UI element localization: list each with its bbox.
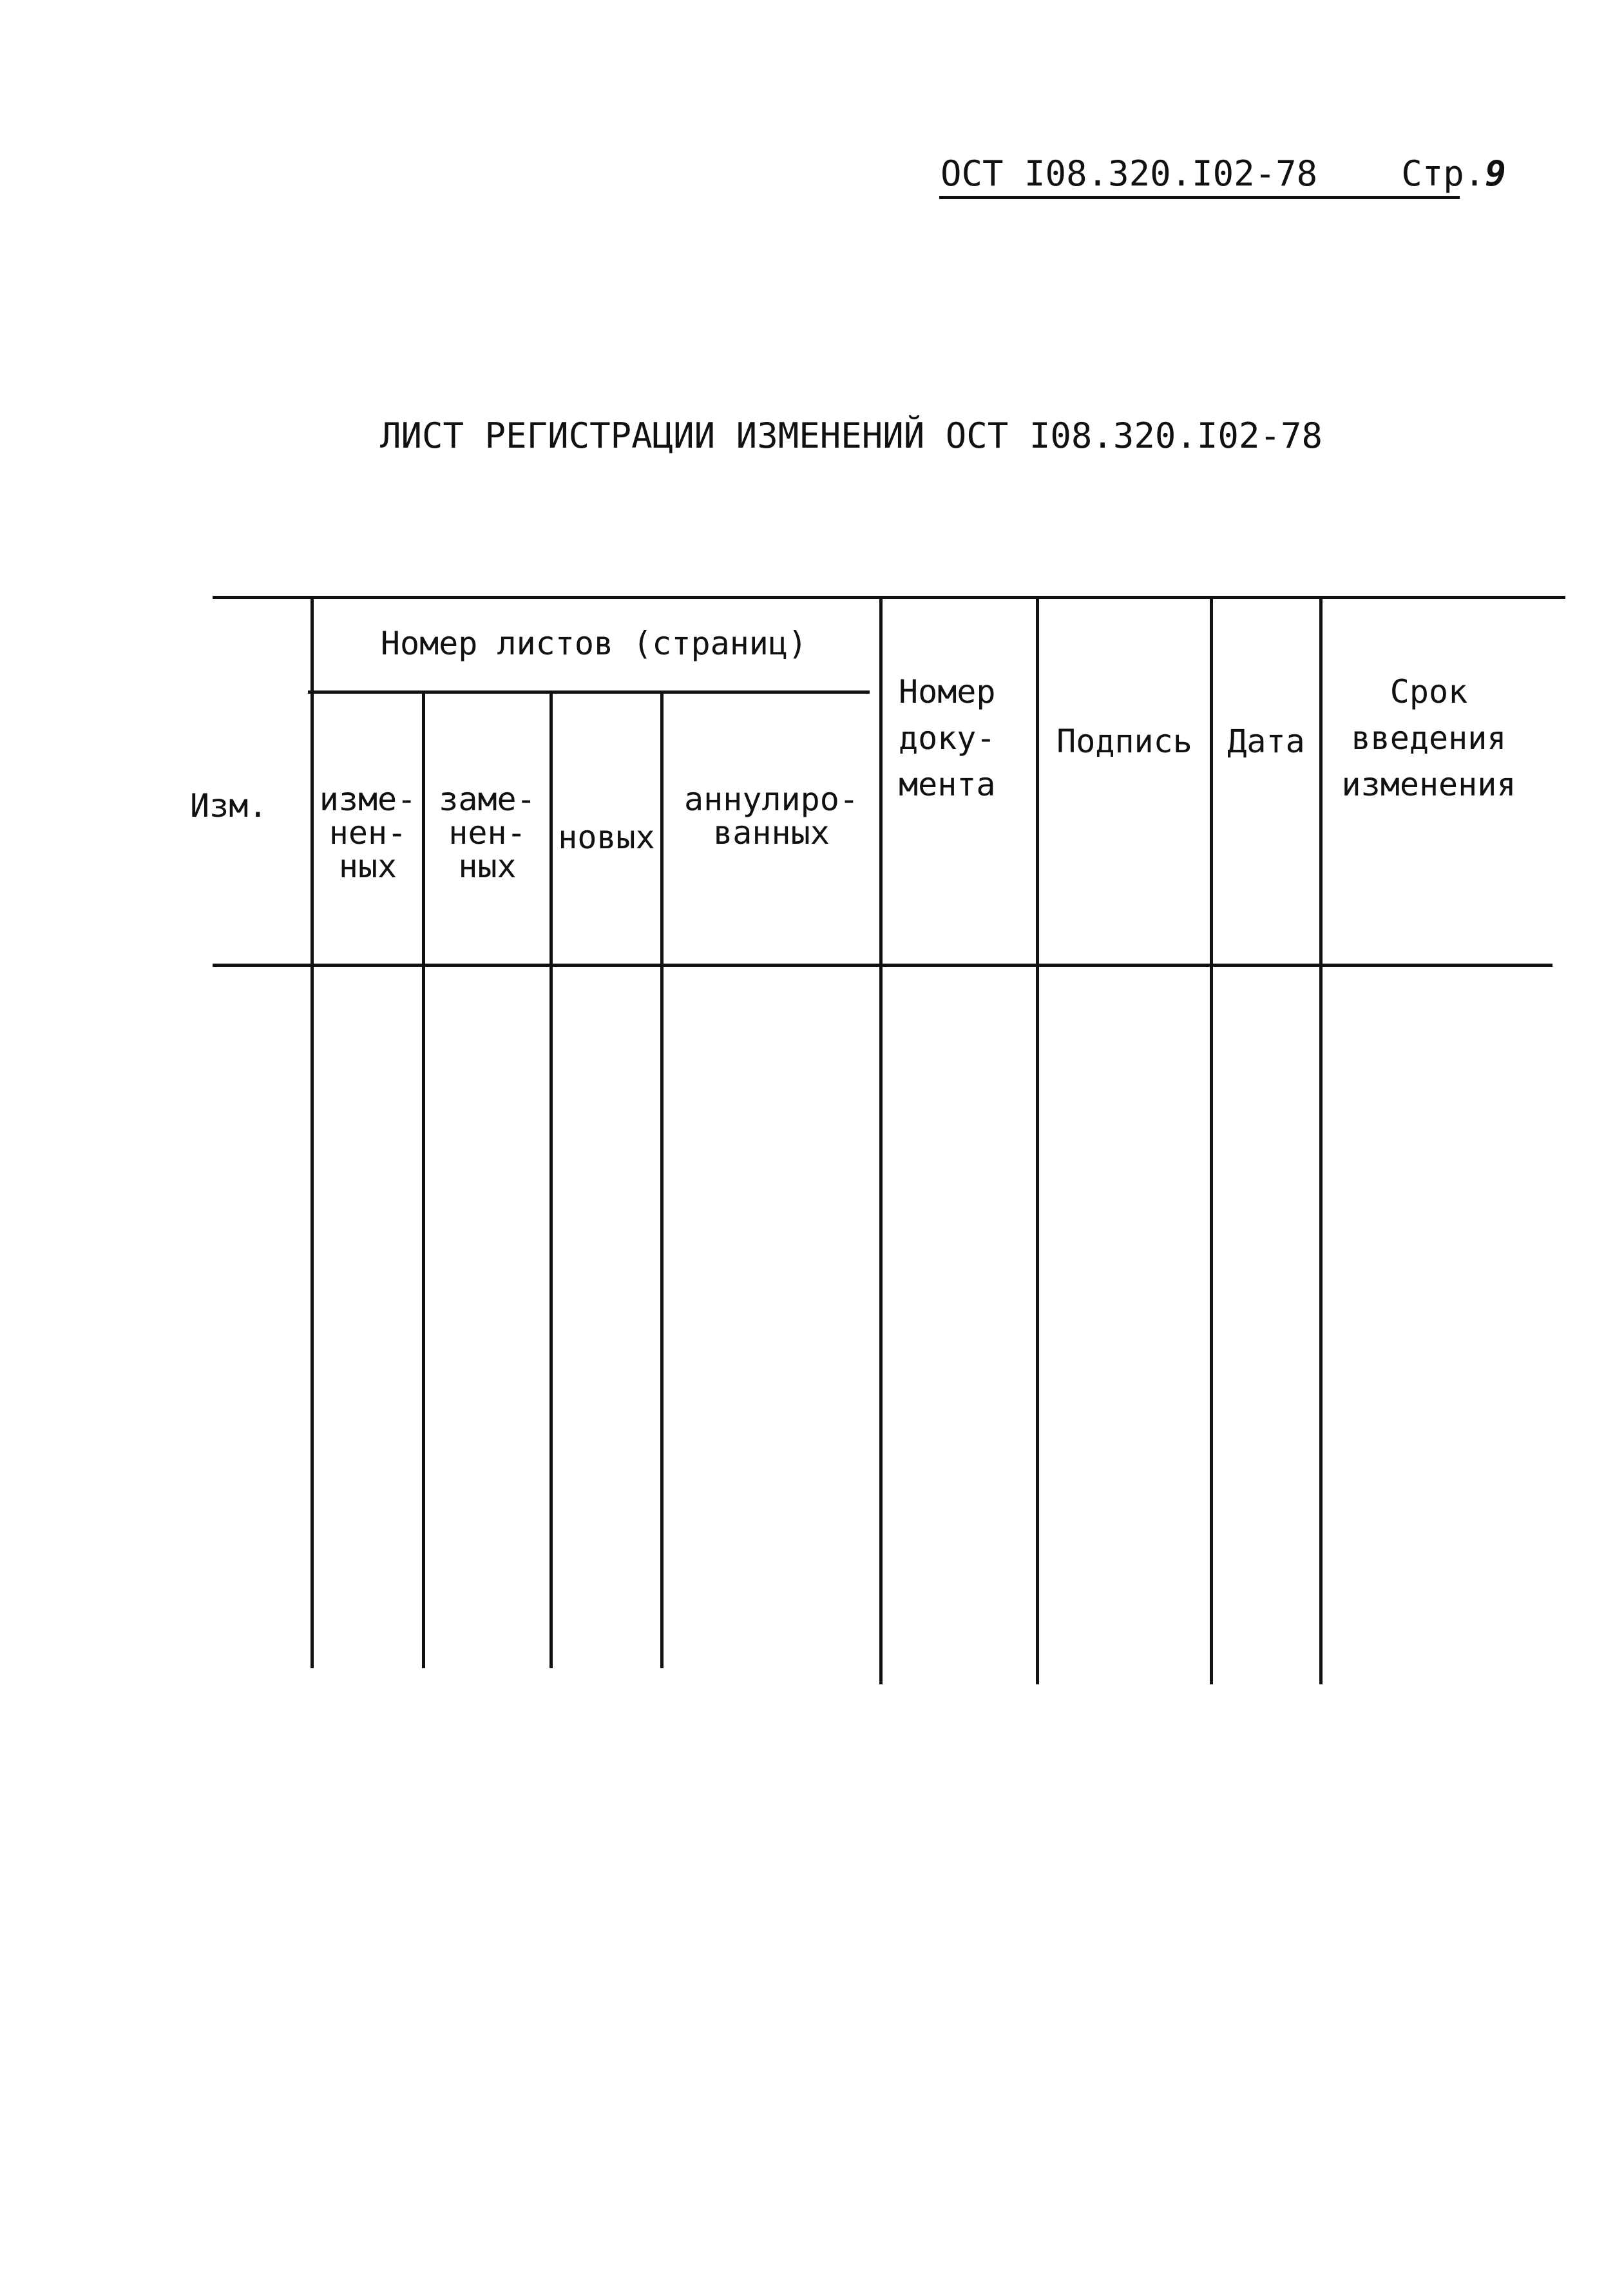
header-date: Дата xyxy=(1227,723,1305,760)
table-top-border xyxy=(213,596,1565,599)
page-title: ЛИСТ РЕГИСТРАЦИИ ИЗМЕНЕНИЙ ОСТ I08.320.I02-78 xyxy=(380,415,1323,456)
header-replaced: заме- нен- ных xyxy=(439,781,536,885)
header-underline xyxy=(939,196,1460,199)
header-new: новых xyxy=(558,819,655,856)
table-header-bottom-border xyxy=(213,964,1552,967)
page-label: Стр. xyxy=(1401,153,1485,194)
header-changed: изме- нен- ных xyxy=(319,781,417,885)
header-document-number: Номер доку- мента xyxy=(899,673,996,803)
header-change: Изм. xyxy=(190,787,268,824)
column-divider xyxy=(310,596,314,1668)
column-divider xyxy=(879,596,883,1684)
page-number: 9 xyxy=(1485,153,1506,194)
standard-number: ОСТ I08.320.I02-78 xyxy=(941,153,1318,194)
page-header xyxy=(941,153,1506,194)
header-annulled: аннулиро- ванных xyxy=(684,781,859,852)
header-signature: Подпись xyxy=(1056,723,1192,760)
header-deadline: Срок введения изменения xyxy=(1341,673,1516,803)
header-sheet-numbers: Номер листов (страниц) xyxy=(380,625,808,662)
group-header-divider xyxy=(308,690,870,694)
